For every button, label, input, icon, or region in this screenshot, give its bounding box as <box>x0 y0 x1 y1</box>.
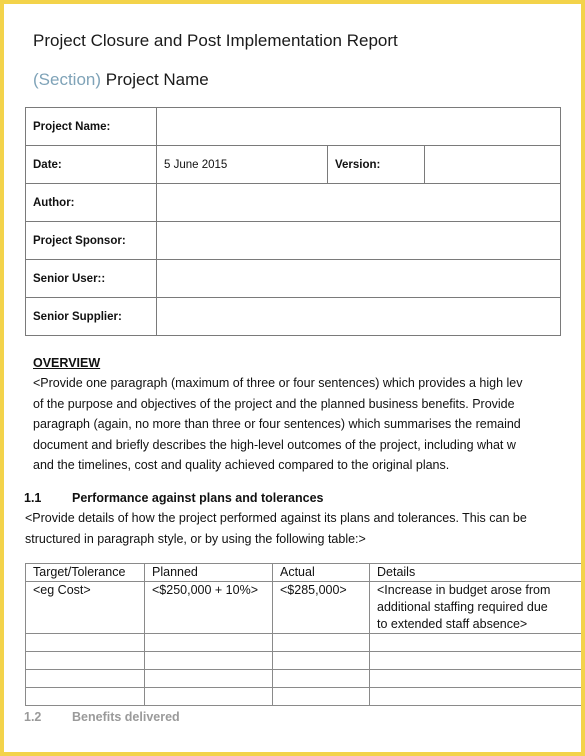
empty-cell[interactable] <box>26 670 145 688</box>
senior-supplier-value[interactable] <box>157 298 561 336</box>
author-value[interactable] <box>157 184 561 222</box>
table-row <box>26 634 582 652</box>
section-heading-faded <box>24 710 180 724</box>
empty-cell[interactable] <box>370 688 582 706</box>
section-number: 1.2 <box>24 710 42 724</box>
empty-cell[interactable] <box>370 652 582 670</box>
sponsor-label: Project Sponsor: <box>26 222 157 260</box>
empty-cell[interactable] <box>26 634 145 652</box>
details-cell[interactable] <box>370 582 582 634</box>
empty-cell[interactable] <box>145 688 273 706</box>
overview-heading: OVERVIEW <box>33 356 101 370</box>
empty-cell[interactable] <box>26 688 145 706</box>
table-row <box>26 298 561 336</box>
empty-cell[interactable] <box>273 670 370 688</box>
version-label: Version: <box>328 146 425 184</box>
column-header: Actual <box>273 564 370 582</box>
document-title: Project Closure and Post Implementation Report <box>33 31 398 50</box>
details-line: <Increase in budget arose from <box>377 583 551 597</box>
column-header: Planned <box>145 564 273 582</box>
table-header-row <box>26 564 582 582</box>
details-line: to extended staff absence> <box>377 617 528 631</box>
overview-line: and the timelines, cost and quality achieved compared to the original plans. <box>33 458 450 472</box>
section-body-line: <Provide details of how the project performed against its plans and tolerances. This can be <box>25 511 527 525</box>
table-row <box>26 222 561 260</box>
section-name: Project Name <box>105 70 209 89</box>
empty-cell[interactable] <box>273 688 370 706</box>
details-line: additional staffing required due <box>377 600 548 614</box>
senior-user-label: Senior User:: <box>26 260 157 298</box>
overview-line: paragraph (again, no more than three or four sentences) which summarises the remaind <box>33 417 521 431</box>
target-cell[interactable]: <eg Cost> <box>26 582 145 634</box>
actual-cell[interactable]: <$285,000> <box>273 582 370 634</box>
empty-cell[interactable] <box>273 634 370 652</box>
author-label: Author: <box>26 184 157 222</box>
document-page <box>4 4 581 752</box>
overview-line: document and briefly describes the high-level outcomes of the project, including what w <box>33 438 516 452</box>
section-heading-text: Benefits delivered <box>72 710 180 724</box>
project-info-table <box>25 107 561 336</box>
empty-cell[interactable] <box>273 652 370 670</box>
section-body-line: structured in paragraph style, or by using the following table:> <box>25 532 366 546</box>
table-row <box>26 260 561 298</box>
empty-cell[interactable] <box>145 634 273 652</box>
planned-cell[interactable]: <$250,000 + 10%> <box>145 582 273 634</box>
section-heading <box>24 491 323 505</box>
empty-cell[interactable] <box>145 670 273 688</box>
section-prefix: (Section) <box>33 70 102 89</box>
section-number: 1.1 <box>24 491 42 505</box>
project-name-label: Project Name: <box>26 108 157 146</box>
performance-table <box>25 563 581 706</box>
empty-cell[interactable] <box>370 670 582 688</box>
version-value[interactable] <box>425 146 561 184</box>
empty-cell[interactable] <box>370 634 582 652</box>
section-heading-text: Performance against plans and tolerances <box>72 491 324 505</box>
date-value[interactable]: 5 June 2015 <box>157 146 328 184</box>
overview-line: <Provide one paragraph (maximum of three or four sentences) which provides a high lev <box>33 376 523 390</box>
table-row <box>26 582 582 634</box>
column-header: Target/Tolerance <box>26 564 145 582</box>
section-title <box>33 70 209 90</box>
senior-user-value[interactable] <box>157 260 561 298</box>
overview-line: of the purpose and objectives of the project and the planned business benefits. Provide <box>33 397 515 411</box>
empty-cell[interactable] <box>145 652 273 670</box>
table-row <box>26 146 561 184</box>
table-row <box>26 108 561 146</box>
table-row <box>26 670 582 688</box>
table-row <box>26 688 582 706</box>
empty-cell[interactable] <box>26 652 145 670</box>
table-row <box>26 652 582 670</box>
column-header: Details <box>370 564 582 582</box>
table-row <box>26 184 561 222</box>
date-label: Date: <box>26 146 157 184</box>
sponsor-value[interactable] <box>157 222 561 260</box>
senior-supplier-label: Senior Supplier: <box>26 298 157 336</box>
project-name-value[interactable] <box>157 108 561 146</box>
